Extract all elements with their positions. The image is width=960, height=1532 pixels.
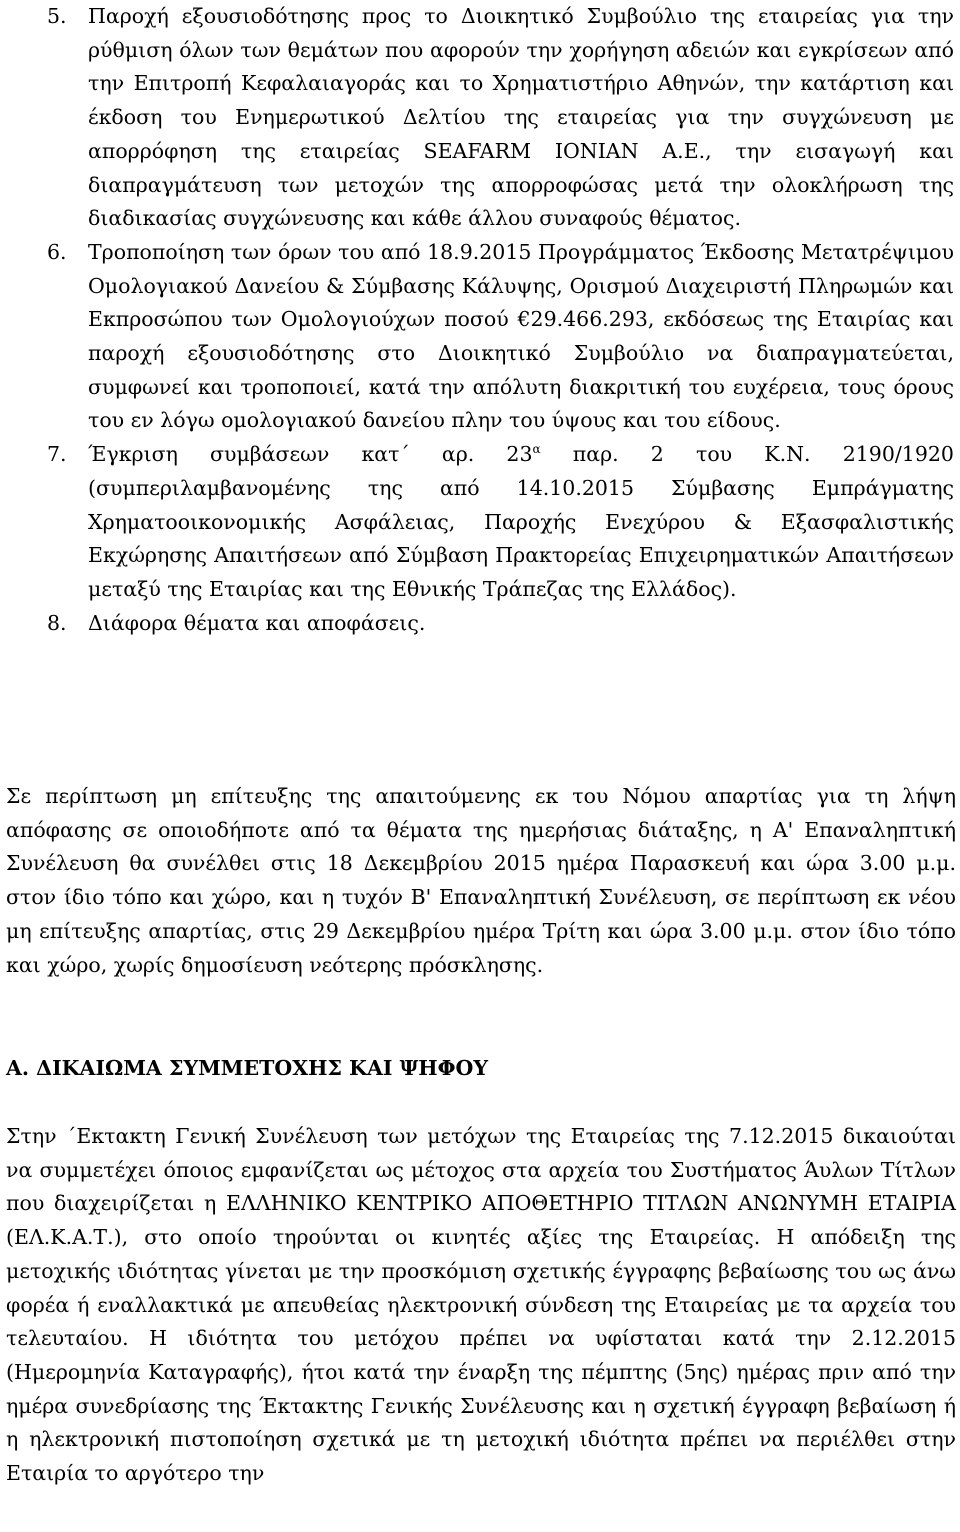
item-text: Παροχή εξουσιοδότησης προς το Διοικητικό Συμβούλιο της εταιρείας για την ρύθμιση όλων των θεμάτων που αφορούν την χορήγηση αδειών και εγκρίσεων από την Επιτροπή Κεφαλαιαγοράς και το Χρηματιστήριο Αθηνών, την κατάρτιση και έκδοση του Ενημερωτικού Δελτίου της εταιρείας για την συγχώνευση με απορρόφηση της εταιρείας SEAFARM IONIAN A.E., την εισαγωγή και διαπραγμάτευση των μετοχών της απορροφώσας μετά την ολοκλήρωση της διαδικασίας συγχώνευσης και κάθε άλλου συναφούς θέματος. xyxy=(88,4,954,231)
participation-rights-paragraph: Στην ΄Εκτακτη Γενική Συνέλευση των μετόχων της Εταιρείας της 7.12.2015 δικαιούται να συμμετέχει όποιος εμφανίζεται ως μέτοχος στα αρχεία του Συστήματος Άυλων Τίτλων που διαχειρίζεται η ΕΛΛΗΝΙΚΟ ΚΕΝΤΡΙΚΟ ΑΠΟΘΕΤΗΡΙΟ ΤΙΤΛΩΝ ΑΝΩΝΥΜΗ ΕΤΑΙΡΙΑ (ΕΛ.Κ.Α.Τ.), στο οποίο τηρούνται οι κινητές αξίες της Εταιρείας. Η απόδειξη της μετοχικής ιδιότητας γίνεται με την προσκόμιση σχετικής έγγραφης βεβαίωσης του ως άνω φορέα ή εναλλακτικά με απευθείας ηλεκτρονική σύνδεση της Εταιρείας με τα αρχεία του τελευταίου. Η ιδιότητα του μετόχου πρέπει να υφίσταται κατά την 2.12.2015 (Ημερομηνία Καταγραφής), ήτοι κατά την έναρξη της πέμπτης (5ης) ημέρας πριν από την ημέρα συνεδρίασης της Έκτακτης Γενικής Συνέλευσης και η σχετική έγγραφη βεβαίωση ή η ηλεκτρονική πιστοποίηση σχετικά με τη μετοχική ιδιότητα πρέπει να περιέλθει στην Εταιρία το αργότερο την xyxy=(6,1124,956,1486)
agenda-item-5 xyxy=(0,0,960,236)
item-number: 6. xyxy=(47,239,67,264)
item-number: 8. xyxy=(47,610,67,635)
agenda-item-8 xyxy=(0,607,960,641)
agenda-item-6 xyxy=(0,236,960,438)
agenda-item-7 xyxy=(0,438,960,607)
repeat-meeting-paragraph: Σε περίπτωση μη επίτευξης της απαιτούμενης εκ του Νόμου απαρτίας για τη λήψη απόφασης σε οποιοδήποτε από τα θέματα της ημερήσιας διάταξης, η Α' Επαναληπτική Συνέλευση θα συνέλθει στις 18 Δεκεμβρίου 2015 ημέρα Παρασκευή και ώρα 3.00 μ.μ. στον ίδιο τόπο και χώρο, και η τυχόν Β' Επαναληπτική Συνέλευση, σε περίπτωση εκ νέου μη επίτευξης απαρτίας, στις 29 Δεκεμβρίου ημέρα Τρίτη και ώρα 3.00 μ.μ. στον ίδιο τόπο και χώρο, χωρίς δημοσίευση νεότερης πρόσκλησης. xyxy=(6,784,956,977)
item-text: Διάφορα θέματα και αποφάσεις. xyxy=(88,610,426,635)
superscript: α xyxy=(532,442,541,457)
item-number: 7. xyxy=(47,442,67,467)
section-heading: Α. ΔΙΚΑΙΩΜΑ ΣΥΜΜΕΤΟΧΗΣ ΚΑΙ ΨΗΦΟΥ xyxy=(6,1056,489,1080)
item-text-part: παρ. 2 του Κ.Ν. 2190/1920 (συμπεριλαμβανομένης της από 14.10.2015 Σύμβασης Εμπράγματης Χρηματοοικονομικής Ασφάλειας, Παροχής Ενεχύρου & Εξασφαλιστικής Εκχώρησης Απαιτήσεων από Σύμβαση Πρακτορείας Επιχειρηματικών Απαιτήσεων μεταξύ της Εταιρίας και της Εθνικής Τράπεζας της Ελλάδος). xyxy=(88,442,954,601)
agenda-list xyxy=(0,0,960,640)
item-text: Τροποποίηση των όρων του από 18.9.2015 Προγράμματος Έκδοσης Μετατρέψιμου Ομολογιακού Δανείου & Σύμβασης Κάλυψης, Ορισμού Διαχειριστή Πληρωμών και Εκπροσώπου των Ομολογιούχων ποσού €29.466.293, εκδόσεως της Εταιρίας και παροχή εξουσιοδότησης στο Διοικητικό Συμβούλιο να διαπραγματεύεται, συμφωνεί και τροποποιεί, κατά την απόλυτη διακριτική του ευχέρεια, τους όρους του εν λόγω ομολογιακού δανείου πλην του ύψους και του είδους. xyxy=(88,239,954,433)
item-text-part: Έγκριση συμβάσεων κατ΄ αρ. 23 xyxy=(88,442,533,467)
item-number: 5. xyxy=(47,4,67,28)
item-text xyxy=(88,438,954,607)
